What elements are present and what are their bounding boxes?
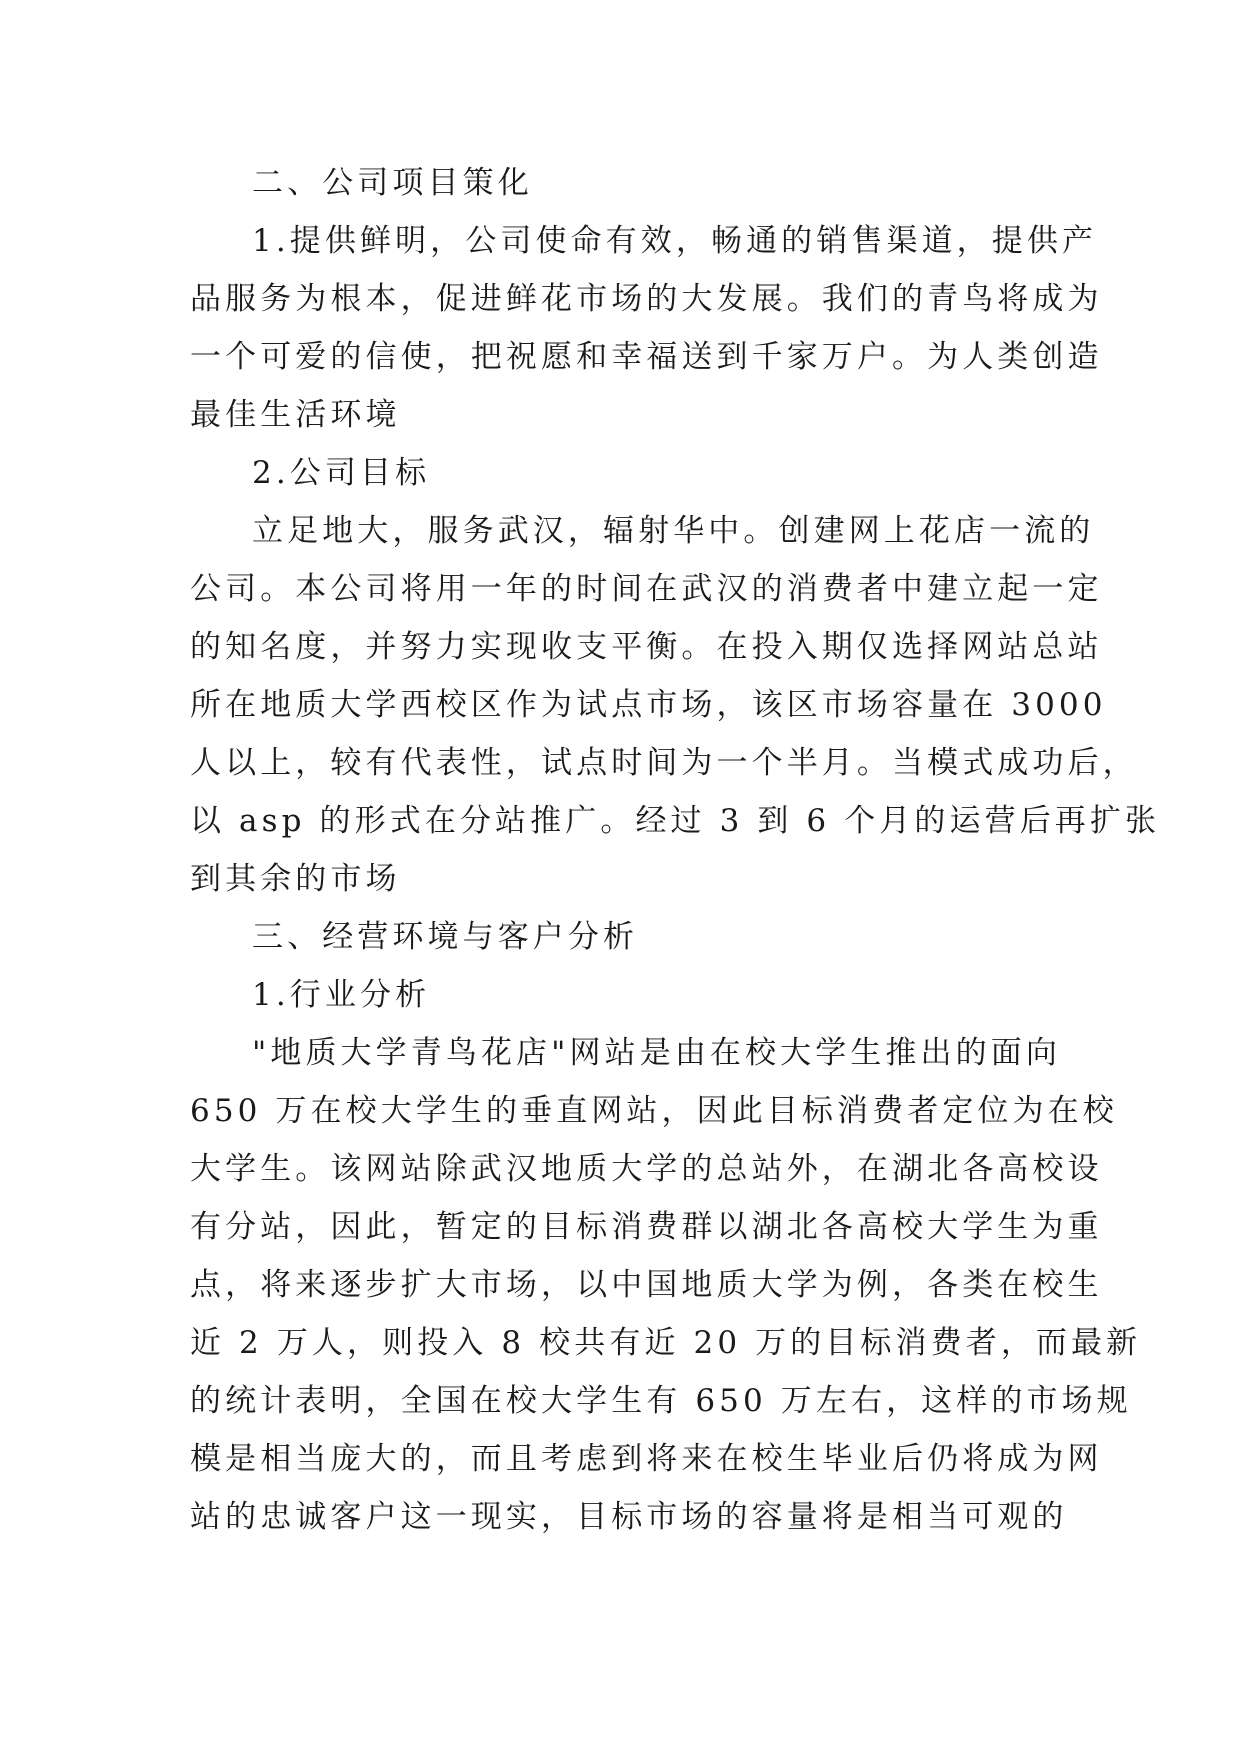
paragraph-line: 人以上，较有代表性，试点时间为一个半月。当模式成功后， [190, 745, 1138, 781]
paragraph-line: 到其余的市场 [190, 861, 401, 897]
paragraph-line: 所在地质大学西校区作为试点市场，该区市场容量在 3000 [190, 687, 1107, 723]
paragraph-line: 的知名度，并努力实现收支平衡。在投入期仅选择网站总站 [190, 629, 1103, 665]
paragraph-line: 以 asp 的形式在分站推广。经过 3 到 6 个月的运营后再扩张 [190, 803, 1161, 839]
paragraph-line: 站的忠诚客户这一现实，目标市场的容量将是相当可观的 [190, 1499, 1068, 1535]
paragraph-line: 最佳生活环境 [190, 397, 401, 433]
paragraph-line: 立足地大，服务武汉，辐射华中。创建网上花店一流的 [252, 513, 1095, 549]
paragraph-line: 近 2 万人，则投入 8 校共有近 20 万的目标消费者，而最新 [190, 1325, 1142, 1361]
paragraph-line: 大学生。该网站除武汉地质大学的总站外，在湖北各高校设 [190, 1151, 1103, 1187]
document-page [190, 154, 1161, 1546]
subsection-heading: 2.公司目标 [252, 455, 431, 491]
paragraph-line: 公司。本公司将用一年的时间在武汉的消费者中建立起一定 [190, 571, 1103, 607]
paragraph-line: 1.提供鲜明，公司使命有效，畅通的销售渠道，提供产 [252, 223, 1098, 259]
paragraph-line: 点，将来逐步扩大市场，以中国地质大学为例，各类在校生 [190, 1267, 1103, 1303]
paragraph-line: 有分站，因此，暂定的目标消费群以湖北各高校大学生为重 [190, 1209, 1103, 1245]
paragraph-line: 的统计表明，全国在校大学生有 650 万左右，这样的市场规 [190, 1383, 1132, 1419]
paragraph-line: "地质大学青鸟花店"网站是由在校大学生推出的面向 [252, 1035, 1061, 1071]
section-heading: 三、经营环境与客户分析 [252, 919, 639, 955]
subsection-heading: 1.行业分析 [252, 977, 431, 1013]
paragraph-line: 品服务为根本，促进鲜花市场的大发展。我们的青鸟将成为 [190, 281, 1103, 317]
section-heading: 二、公司项目策化 [252, 165, 533, 201]
paragraph-line: 模是相当庞大的，而且考虑到将来在校生毕业后仍将成为网 [190, 1441, 1103, 1477]
paragraph-line: 一个可爱的信使，把祝愿和幸福送到千家万户。为人类创造 [190, 339, 1103, 375]
paragraph-line: 650 万在校大学生的垂直网站，因此目标消费者定位为在校 [190, 1093, 1118, 1129]
